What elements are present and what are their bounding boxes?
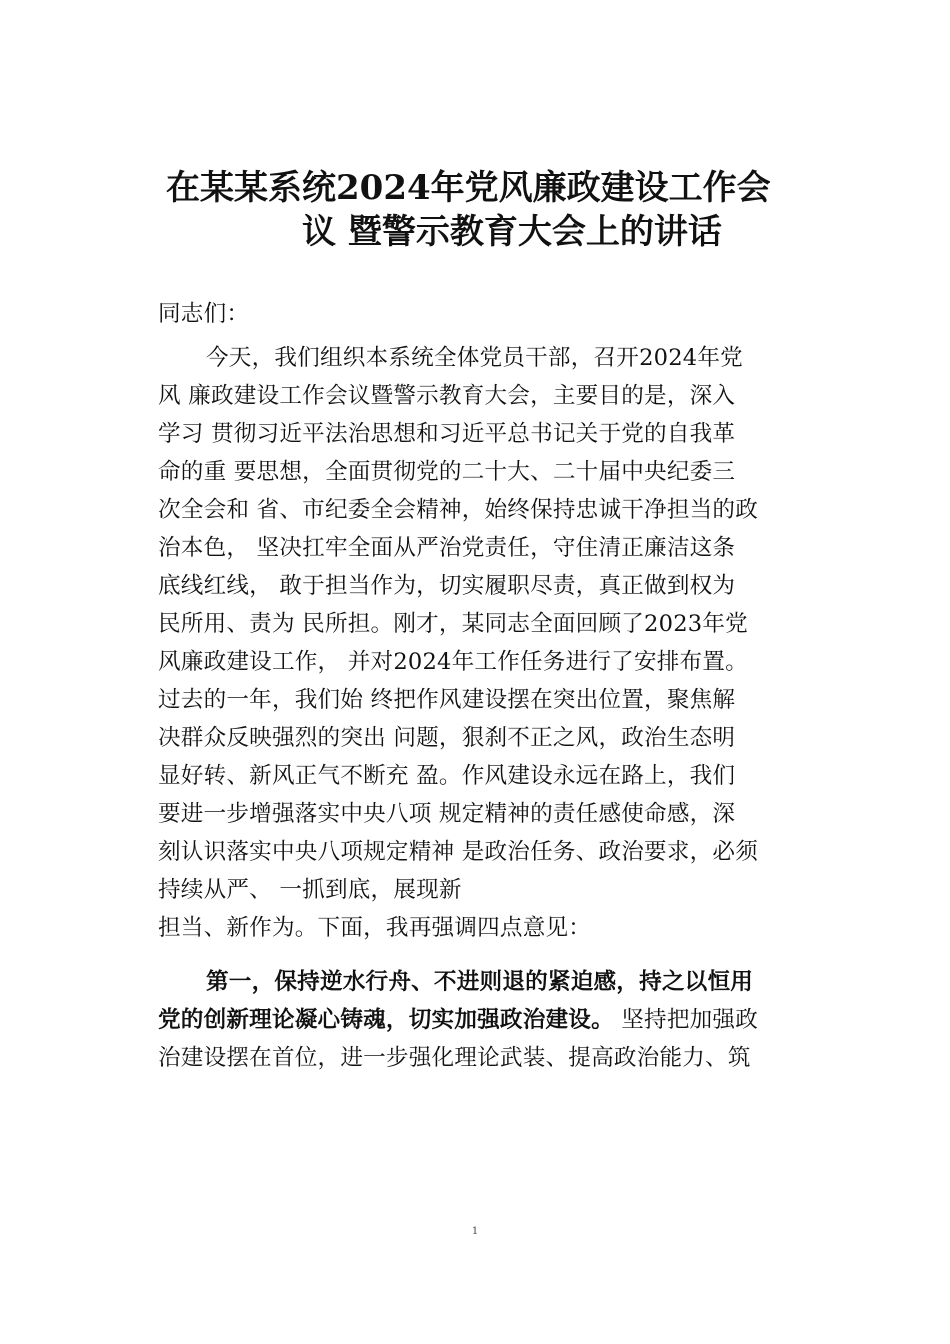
section-heading-line: 党的创新理论凝心铸魂，切实加强政治建设。 — [158, 1007, 614, 1033]
paragraph-1-line: 学习 贯彻习近平法治思想和习近平总书记关于党的自我革 — [158, 421, 736, 447]
section-heading-line: 第一，保持逆水行舟、不进则退的紧迫感，持之以恒用 — [206, 969, 754, 995]
document-title-line-2: 议 暨警示教育大会上的讲话 — [302, 212, 722, 252]
paragraph-1-line: 过去的一年，我们始 终把作风建设摆在突出位置，聚焦解 — [158, 687, 736, 713]
paragraph-1-line: 担当、新作为。下面，我再强调四点意见： — [158, 915, 592, 941]
paragraph-1-line: 次全会和 省、市纪委全会精神，始终保持忠诚干净担当的政 — [158, 497, 759, 523]
paragraph-1-line: 持续从严、 一抓到底，展现新 — [158, 877, 462, 903]
paragraph-2-line — [158, 1005, 758, 1035]
paragraph-1-line: 要进一步增强落实中央八项 规定精神的责任感使命感，深 — [158, 801, 736, 827]
paragraph-1-line: 命的重 要思想，全面贯彻党的二十大、二十届中央纪委三 — [158, 459, 736, 485]
paragraph-1-line: 刻认识落实中央八项规定精神 是政治任务、政治要求，必须 — [158, 839, 759, 865]
paragraph-1-line: 决群众反映强烈的突出 问题，狠刹不正之风，政治生态明 — [158, 725, 736, 751]
paragraph-2-text: 坚持把加强政 — [613, 1007, 759, 1033]
paragraph-1-line: 治本色， 坚决扛牢全面从严治党责任，守住清正廉洁这条 — [158, 535, 736, 561]
paragraph-1-line: 今天，我们组织本系统全体党员干部，召开2024年党 — [206, 345, 743, 371]
paragraph-1-line: 风 廉政建设工作会议暨警示教育大会，主要目的是，深入 — [158, 383, 736, 409]
paragraph-1-line: 民所用、责为 民所担。刚才，某同志全面回顾了2023年党 — [158, 611, 748, 637]
paragraph-1-line: 底线红线， 敢于担当作为，切实履职尽责，真正做到权为 — [158, 573, 736, 599]
paragraph-1-line: 显好转、新风正气不断充 盈。作风建设永远在路上，我们 — [158, 763, 736, 789]
paragraph-2-line: 治建设摆在首位，进一步强化理论武装、提高政治能力、筑 — [158, 1045, 751, 1071]
paragraph-1-line: 风廉政建设工作， 并对2024年工作任务进行了安排布置。 — [158, 649, 748, 675]
document-title-line-1: 在某某系统2024年党风廉政建设工作会 — [166, 168, 771, 208]
page-number: 1 — [471, 1226, 479, 1237]
salutation: 同志们： — [158, 301, 250, 327]
